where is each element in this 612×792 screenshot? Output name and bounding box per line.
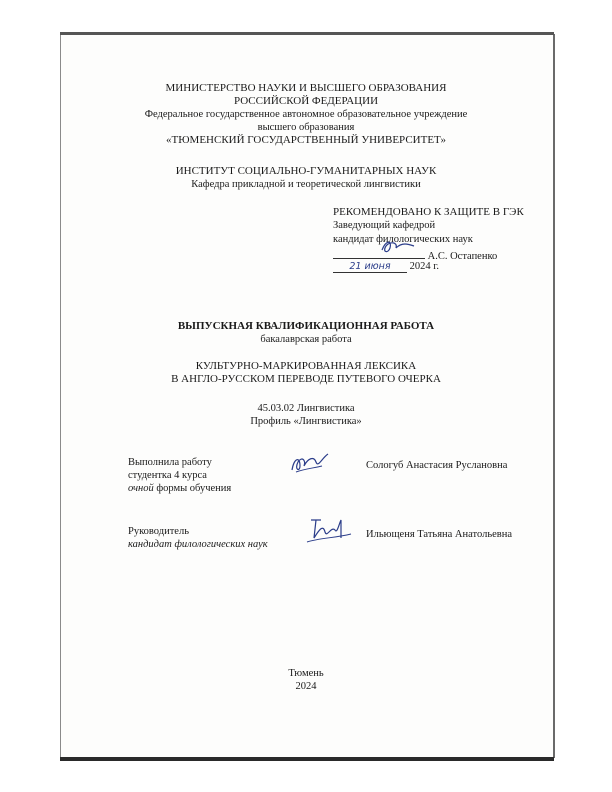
work-subtype: бакалаврская работа <box>260 334 352 345</box>
student-label: Выполнила работу <box>128 457 212 468</box>
institution-type-line: Федеральное государственное автономное образовательное учреждение <box>144 109 468 120</box>
study-form-rest: формы обучения <box>153 483 232 494</box>
education-level-line: высшего образования <box>257 122 355 133</box>
work-type: ВЫПУСКНАЯ КВАЛИФИКАЦИОННАЯ РАБОТА <box>177 320 435 332</box>
city: Тюмень <box>288 668 324 679</box>
approval-role: Заведующий кафедрой <box>333 220 436 231</box>
approval-year: 2024 г. <box>409 261 439 272</box>
study-form-word: очной <box>128 483 154 494</box>
approval-degree: кандидат филологических наук <box>333 234 473 245</box>
footer-year: 2024 <box>295 681 317 692</box>
profile-name: Профиль «Лингвистика» <box>250 416 362 427</box>
supervisor-signature-icon <box>305 516 355 546</box>
supervisor-degree: кандидат филологических наук <box>128 539 268 550</box>
university-name: «ТЮМЕНСКИЙ ГОСУДАРСТВЕННЫЙ УНИВЕРСИТЕТ» <box>166 134 446 146</box>
head-of-department-name: А.С. Остапенко <box>427 251 498 262</box>
supervisor-name: Ильющеня Татьяна Анатольевна <box>366 529 513 540</box>
federation-line: РОССИЙСКОЙ ФЕДЕРАЦИИ <box>233 95 379 107</box>
department-name: Кафедра прикладной и теоретической лингвистики <box>191 179 421 190</box>
approval-title: РЕКОМЕНДОВАНО К ЗАЩИТЕ В ГЭК <box>333 206 524 218</box>
institute-name: ИНСТИТУТ СОЦИАЛЬНО-ГУМАНИТАРНЫХ НАУК <box>175 165 437 177</box>
head-signature-icon <box>378 238 418 258</box>
work-title-line-1: КУЛЬТУРНО-МАРКИРОВАННАЯ ЛЕКСИКА <box>195 360 417 372</box>
page-bottom-edge <box>60 757 554 761</box>
page-top-edge <box>60 32 554 35</box>
ministry-line: МИНИСТЕРСТВО НАУКИ И ВЫСШЕГО ОБРАЗОВАНИЯ <box>165 82 447 94</box>
supervisor-label: Руководитель <box>128 526 189 537</box>
student-signature-icon <box>288 452 332 478</box>
study-form <box>128 483 231 496</box>
work-title-line-2: В АНГЛО-РУССКОМ ПЕРЕВОДЕ ПУТЕВОГО ОЧЕРКА <box>171 373 441 385</box>
student-course: студентка 4 курса <box>128 470 207 481</box>
approval-date-line <box>333 261 439 274</box>
specialty-code: 45.03.02 Лингвистика <box>257 403 355 414</box>
handwritten-date: 21 июня <box>333 261 407 273</box>
student-name: Сологуб Анастасия Руслановна <box>366 460 508 471</box>
